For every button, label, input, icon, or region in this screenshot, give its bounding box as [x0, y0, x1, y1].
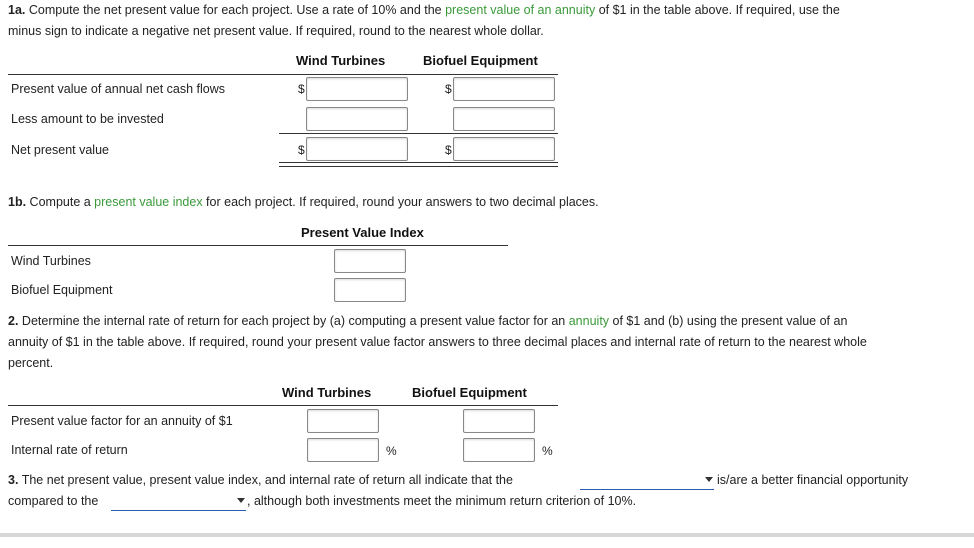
wind-turbines-amount-invested-input[interactable] — [306, 107, 408, 131]
currency-sign: $ — [298, 143, 305, 157]
question-2-text-line2: annuity of $1 in the table above. If required, round your present value factor answers to three decimal places and internal rate of return to the nearest whole — [8, 335, 867, 349]
row-label-biofuel-equipment: Biofuel Equipment — [11, 283, 113, 297]
wind-turbines-irr-input[interactable] — [307, 438, 379, 462]
table-1a-subtotal-rule — [279, 133, 558, 134]
table-1a-top-rule — [8, 74, 558, 75]
bottom-scroll-divider — [0, 533, 974, 537]
biofuel-pv-cash-flows-input[interactable] — [453, 77, 555, 101]
wind-turbines-npv-input[interactable] — [306, 137, 408, 161]
question-1a-text-part1: Compute the net present value for each project. Use a rate of 10% and the — [28, 3, 446, 17]
wind-turbines-pv-cash-flows-input[interactable] — [306, 77, 408, 101]
question-1b-text-part2: for each project. If required, round your answers to two decimal places. — [202, 195, 599, 209]
present-value-annuity-link[interactable]: present value of an annuity — [445, 3, 596, 17]
table-2-top-rule — [8, 405, 558, 406]
question-1a-text-line2: minus sign to indicate a negative net present value. If required, round to the nearest whole dollar. — [8, 24, 544, 38]
column-header-wind-turbines: Wind Turbines — [296, 53, 386, 68]
table-1a-total-double-rule — [279, 162, 558, 167]
chevron-down-icon — [705, 477, 713, 482]
currency-sign: $ — [445, 143, 452, 157]
question-3-text-part2: is/are a better financial opportunity — [717, 473, 909, 487]
currency-sign: $ — [445, 82, 452, 96]
question-2-text-part1: Determine the internal rate of return for each project by (a) computing a present value factor for an — [21, 314, 569, 328]
row-label-net-present-value: Net present value — [11, 143, 109, 157]
question-1a-number: 1a. — [8, 3, 26, 17]
row-label-pv-annual-net-cash-flows: Present value of annual net cash flows — [11, 82, 226, 96]
column-header-present-value-index: Present Value Index — [301, 225, 424, 240]
wind-turbines-pv-index-input[interactable] — [334, 249, 406, 273]
question-1a-text-part2: of $1 in the table above. If required, use the — [595, 3, 840, 17]
question-2-text-line3: percent. — [8, 356, 54, 370]
better-opportunity-dropdown[interactable] — [580, 473, 714, 490]
biofuel-amount-invested-input[interactable] — [453, 107, 555, 131]
percent-sign: % — [386, 444, 397, 458]
row-label-internal-rate-of-return: Internal rate of return — [11, 443, 128, 457]
percent-sign: % — [542, 444, 553, 458]
question-3-number: 3. — [8, 473, 19, 487]
question-2-text-part2: of $1 and (b) using the present value of an — [609, 314, 848, 328]
question-3-text-part3: compared to the — [8, 494, 99, 508]
annuity-link[interactable]: annuity — [568, 314, 610, 328]
wind-turbines-pv-factor-input[interactable] — [307, 409, 379, 433]
question-2-text — [8, 311, 970, 374]
column-header-biofuel-equipment-2: Biofuel Equipment — [412, 385, 527, 400]
row-label-pv-factor-annuity: Present value factor for an annuity of $1 — [11, 414, 233, 428]
question-1b-number: 1b. — [8, 195, 27, 209]
question-3-text-part4: , although both investments meet the minimum return criterion of 10%. — [247, 494, 637, 508]
biofuel-irr-input[interactable] — [463, 438, 535, 462]
question-2-number: 2. — [8, 314, 19, 328]
compared-to-dropdown[interactable] — [111, 494, 246, 511]
question-1b-text — [8, 192, 968, 213]
row-label-wind-turbines: Wind Turbines — [11, 254, 91, 268]
column-header-biofuel-equipment: Biofuel Equipment — [423, 53, 538, 68]
biofuel-pv-factor-input[interactable] — [463, 409, 535, 433]
biofuel-pv-index-input[interactable] — [334, 278, 406, 302]
question-1b-text-part1: Compute a — [29, 195, 95, 209]
question-1a-text — [8, 0, 968, 42]
question-3-text-part1-body: The net present value, present value index, and internal rate of return all indicate that the — [21, 473, 513, 487]
table-1b-top-rule — [8, 245, 508, 246]
column-header-wind-turbines-2: Wind Turbines — [282, 385, 372, 400]
row-label-less-amount-invested: Less amount to be invested — [11, 112, 164, 126]
question-3-text-part1 — [8, 473, 513, 487]
chevron-down-icon — [237, 498, 245, 503]
biofuel-npv-input[interactable] — [453, 137, 555, 161]
currency-sign: $ — [298, 82, 305, 96]
present-value-index-link[interactable]: present value index — [94, 195, 203, 209]
